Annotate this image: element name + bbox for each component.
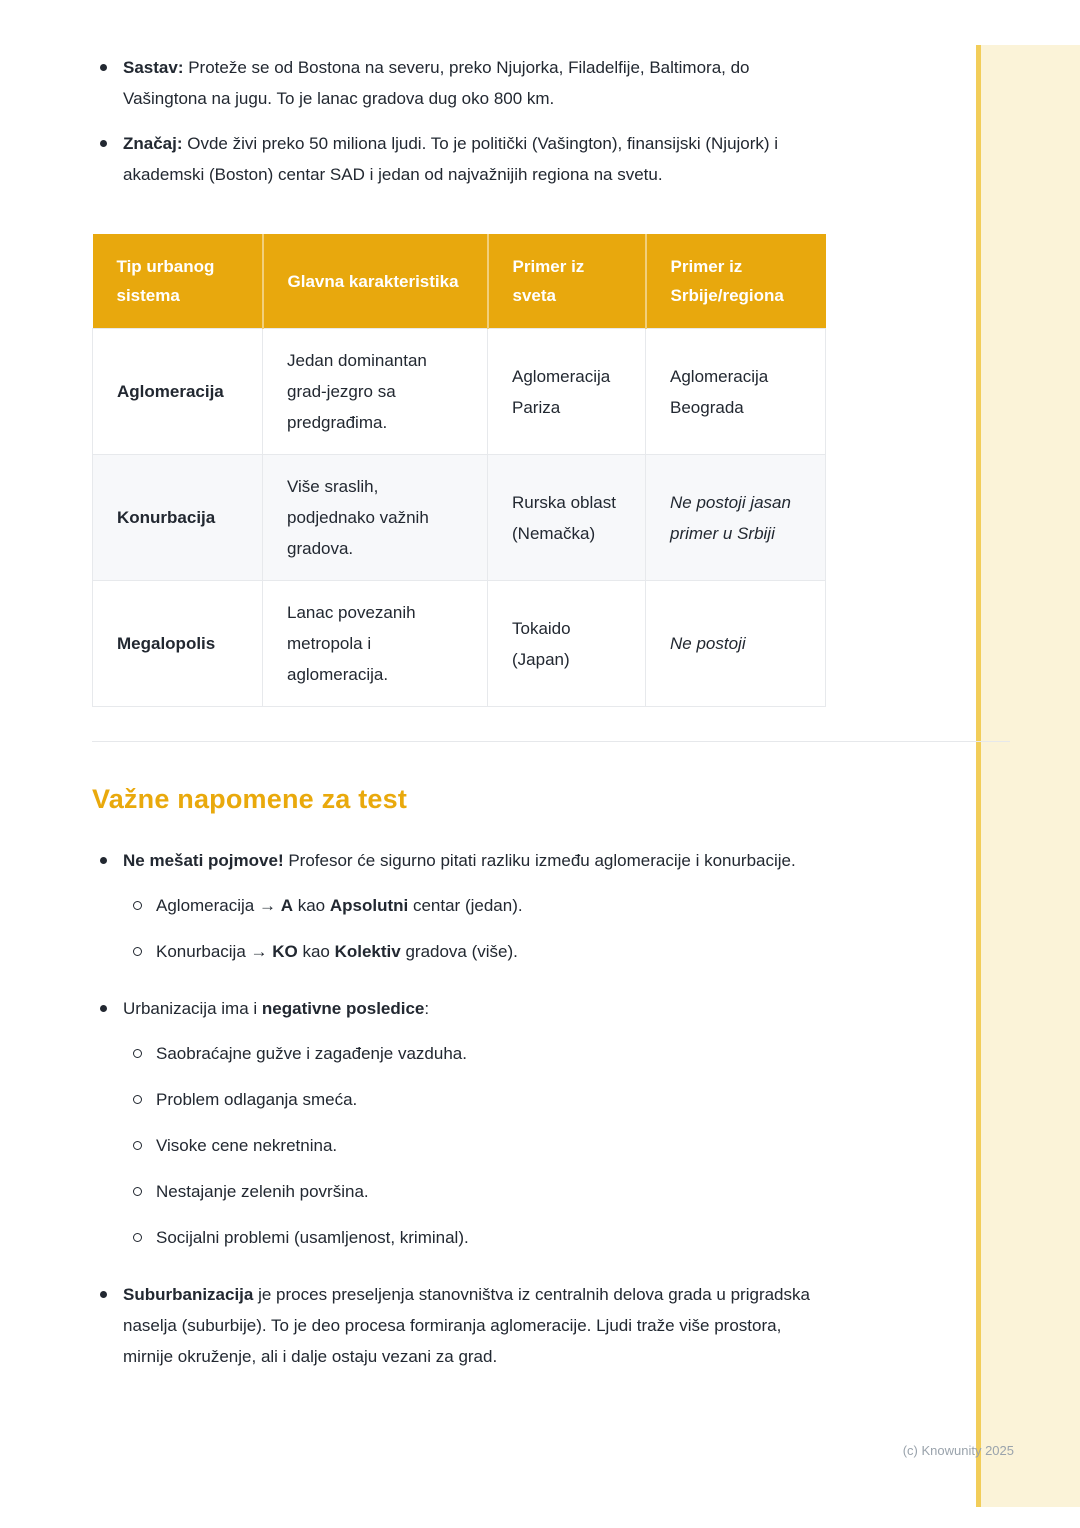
- bullet-text: Značaj: Ovde živi preko 50 miliona ljudi. To je politički (Vašington), finansijski (Njujork) i akademski (Boston) centar SAD i jedan od najvažnijih regiona na svetu.: [123, 134, 779, 184]
- sub-bullet-marker: [133, 1233, 142, 1242]
- section-divider: [92, 741, 1010, 742]
- sub-item: [123, 890, 832, 921]
- table-cell: Tokaido (Japan): [488, 581, 646, 707]
- sub-item-text: Visoke cene nekretnina.: [156, 1136, 338, 1155]
- bullet-marker: [100, 1005, 107, 1012]
- sub-item: [123, 1130, 832, 1161]
- bullet-text: Sastav: Proteže se od Bostona na severu, preko Njujorka, Filadelfije, Baltimora, do Vašingtona na jugu. To je lanac gradova dug oko 800 km.: [123, 58, 750, 108]
- bullet-marker: [100, 857, 107, 864]
- sub-item-text: Socijalni problemi (usamljenost, kriminal).: [156, 1228, 469, 1247]
- note-item: [92, 1279, 832, 1372]
- page-edge-decorative-strip: [976, 45, 1080, 1507]
- note-item: [92, 845, 832, 967]
- table-cell: Aglomeracija Pariza: [488, 329, 646, 455]
- sub-item-text: Konurbacija → KO kao Kolektiv gradova (više).: [156, 942, 518, 961]
- sub-list: [123, 890, 832, 967]
- table-cell: Više sraslih, podjednako važnih gradova.: [263, 455, 488, 581]
- sub-item: [123, 1084, 832, 1115]
- sub-bullet-marker: [133, 1141, 142, 1150]
- table-cell: Lanac povezanih metropola i aglomeracija.: [263, 581, 488, 707]
- bullet-marker: [100, 64, 107, 71]
- table-cell: Jedan dominantan grad-jezgro sa predgrađima.: [263, 329, 488, 455]
- sub-bullet-marker: [133, 947, 142, 956]
- notes-list: [92, 845, 832, 1372]
- sub-item-text: Nestajanje zelenih površina.: [156, 1182, 369, 1201]
- sub-item-text: Saobraćajne gužve i zagađenje vazduha.: [156, 1044, 467, 1063]
- sub-bullet-marker: [133, 1187, 142, 1196]
- bullet-marker: [100, 140, 107, 147]
- sub-bullet-marker: [133, 1095, 142, 1104]
- table-header-cell: Primer iz sveta: [488, 234, 646, 329]
- sub-bullet-marker: [133, 901, 142, 910]
- sub-item: [123, 936, 832, 967]
- note-item: [92, 993, 832, 1253]
- sub-bullet-marker: [133, 1049, 142, 1058]
- footer-copyright: (c) Knowunity 2025: [902, 1443, 1014, 1458]
- table-header-row: [93, 234, 826, 329]
- intro-list: [92, 52, 832, 190]
- sub-item-text: Problem odlaganja smeća.: [156, 1090, 358, 1109]
- table-header-cell: Tip urbanog sistema: [93, 234, 263, 329]
- sub-item: [123, 1176, 832, 1207]
- section-heading: Važne napomene za test: [92, 784, 408, 814]
- table-cell: Megalopolis: [93, 581, 263, 707]
- table-cell: Aglomeracija Beograda: [646, 329, 826, 455]
- bullet-marker: [100, 1291, 107, 1298]
- table-row: [93, 329, 826, 455]
- list-item: [92, 128, 832, 190]
- list-item: [92, 52, 832, 114]
- note-text: Suburbanizacija je proces preseljenja stanovništva iz centralnih delova grada u prigradska naselja (suburbije). To je deo procesa formiranja aglomeracije. Ljudi traže više prostora, mirnije okruženje, ali i dalje ostaju vezani za grad.: [123, 1285, 810, 1366]
- table-header-cell: Primer iz Srbije/regiona: [646, 234, 826, 329]
- table-row: [93, 581, 826, 707]
- table-cell: Rurska oblast (Nemačka): [488, 455, 646, 581]
- table-cell: Aglomeracija: [93, 329, 263, 455]
- note-text: Ne mešati pojmove! Profesor će sigurno pitati razliku između aglomeracije i konurbacije.: [123, 851, 796, 870]
- table-cell: Ne postoji jasan primer u Srbiji: [646, 455, 826, 581]
- table-row: [93, 455, 826, 581]
- table-header-cell: Glavna karakteristika: [263, 234, 488, 329]
- table-cell: Konurbacija: [93, 455, 263, 581]
- sub-item-text: Aglomeracija → A kao Apsolutni centar (jedan).: [156, 896, 523, 915]
- sub-item: [123, 1038, 832, 1069]
- sub-item: [123, 1222, 832, 1253]
- sub-list: [123, 1038, 832, 1253]
- page-content: [92, 52, 832, 1398]
- note-text: Urbanizacija ima i negativne posledice:: [123, 999, 430, 1018]
- urban-systems-table: [92, 234, 826, 707]
- table-cell: Ne postoji: [646, 581, 826, 707]
